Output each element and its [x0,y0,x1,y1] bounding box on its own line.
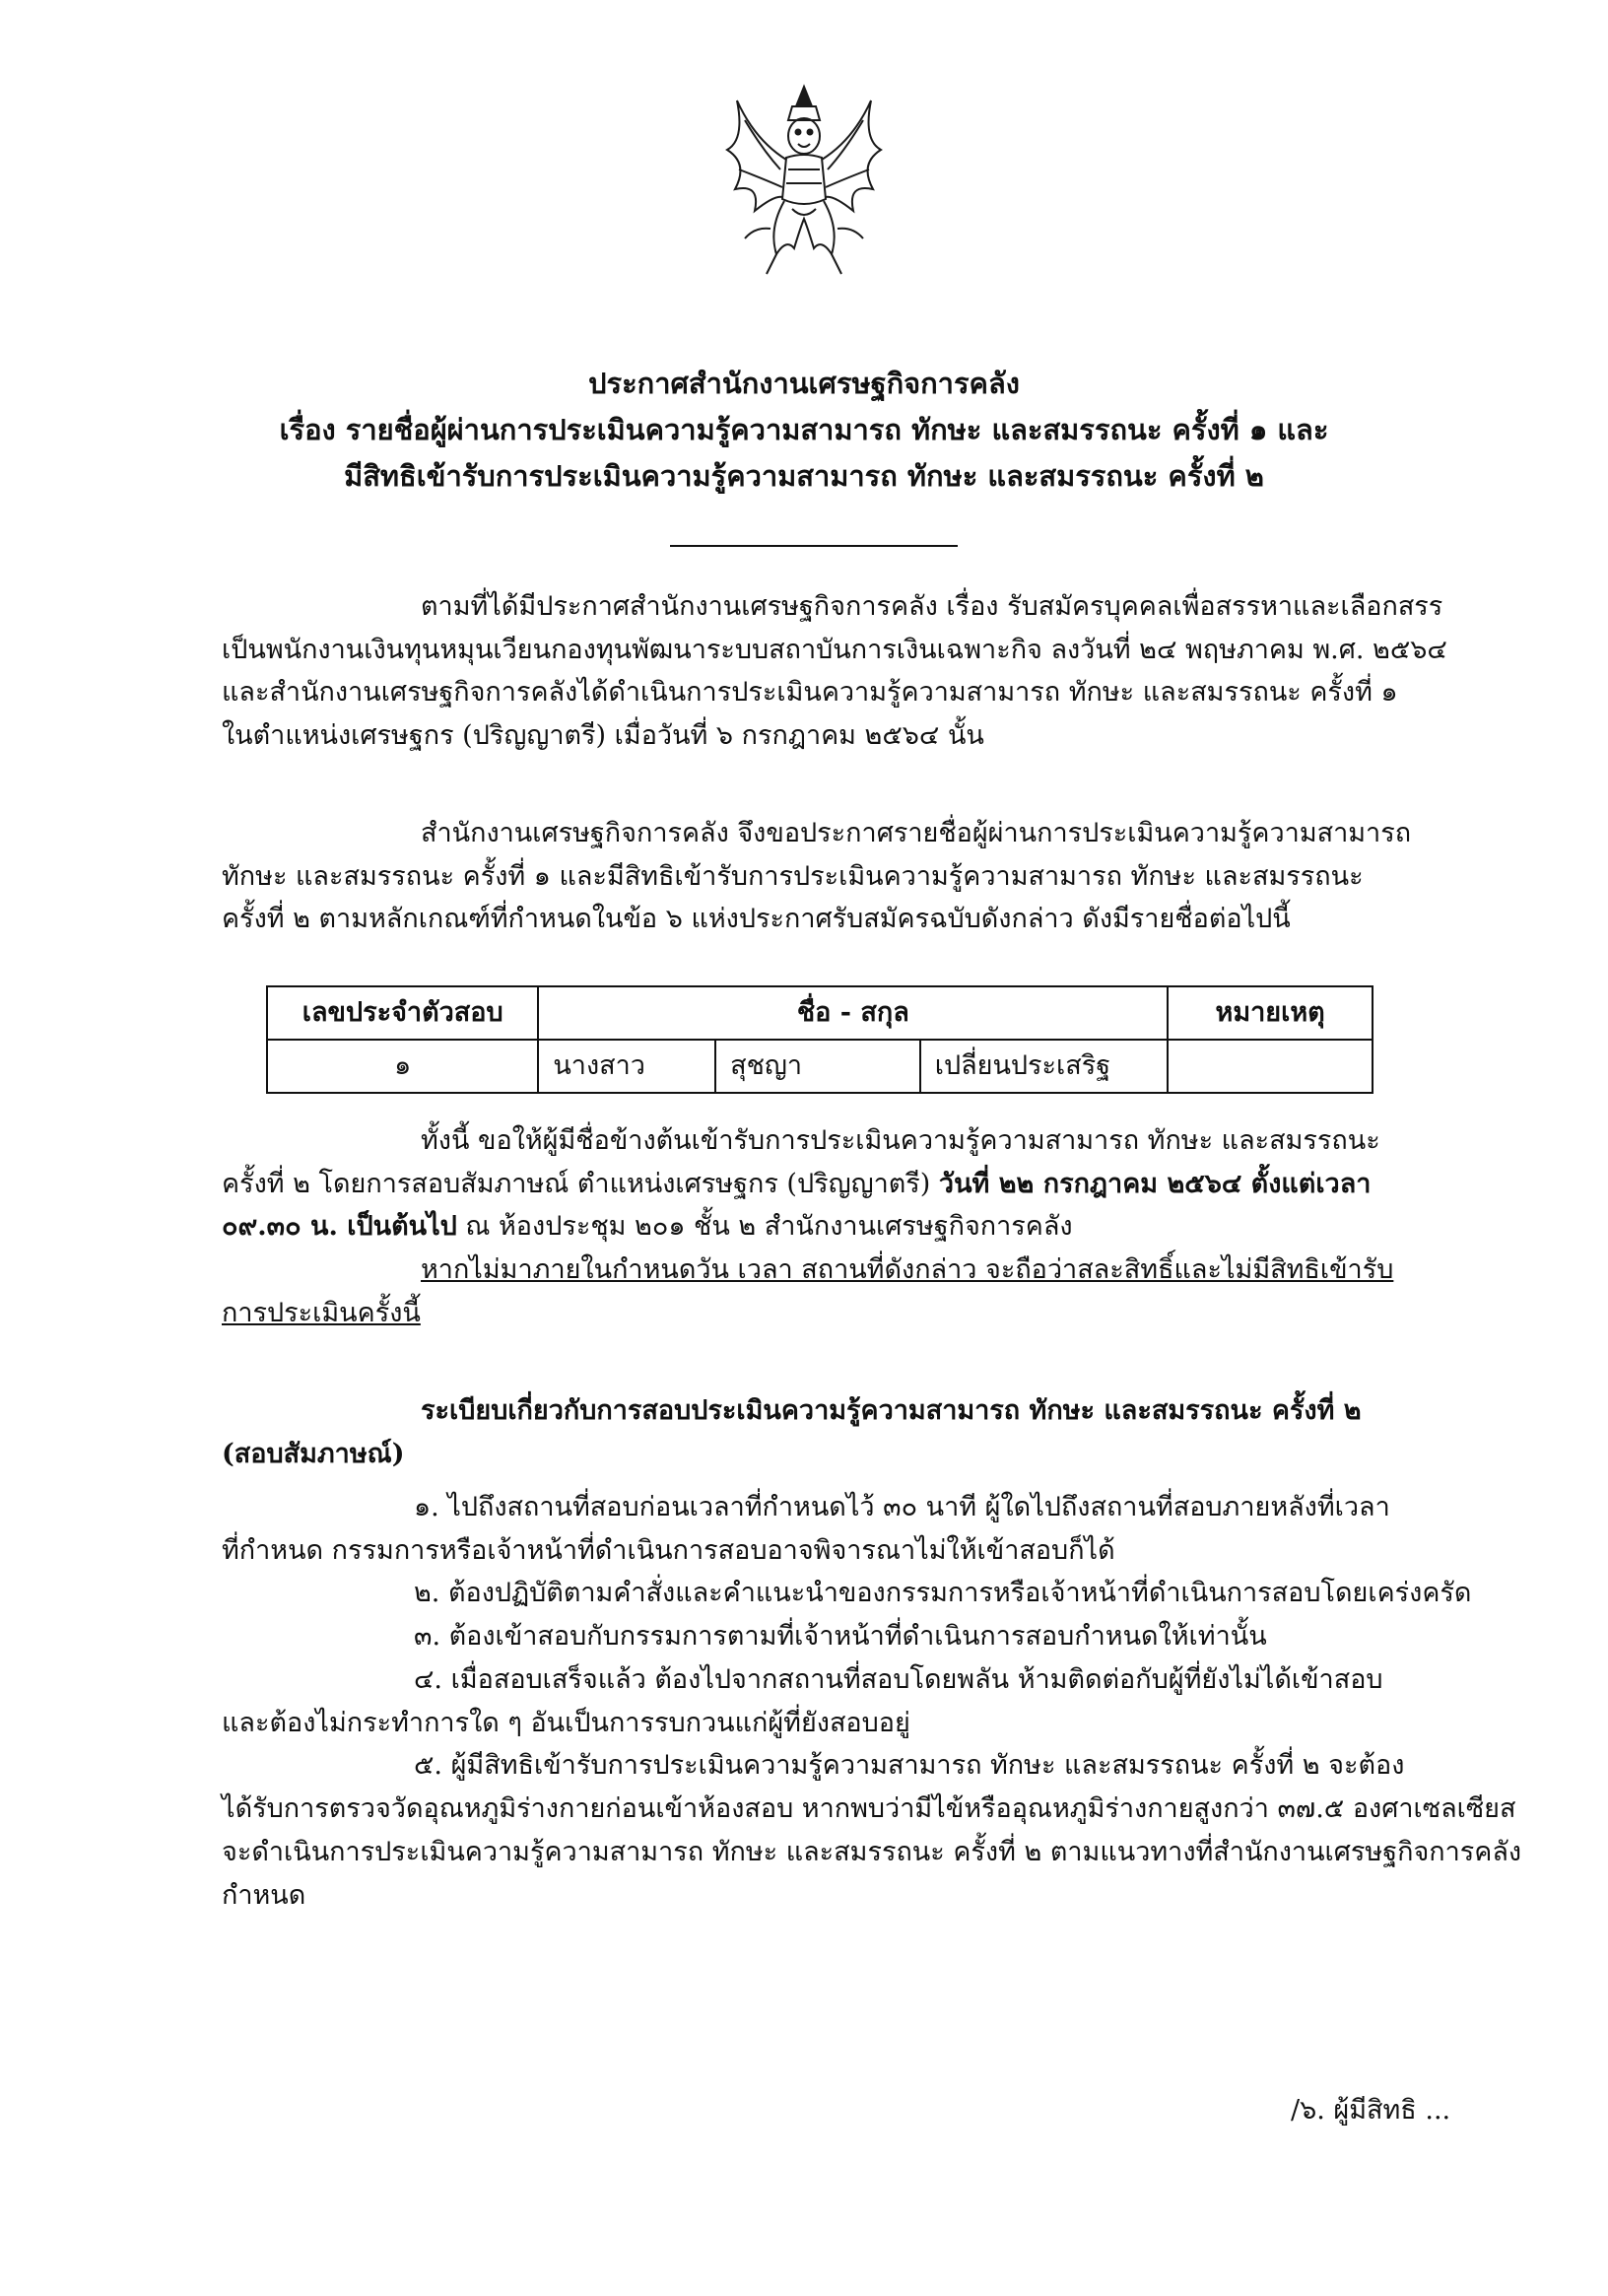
p1-line: และสำนักงานเศรษฐกิจการคลังได้ดำเนินการประเมินความรู้ความสามารถ ทักษะ และสมรรถนะ ครั้งที่ ๑ [222,677,1398,709]
paragraph-3 [222,1119,1465,1335]
rule-5-line-1: ๕. ผู้มีสิทธิเข้ารับการประเมินความรู้ความสามารถ ทักษะ และสมรรถนะ ครั้งที่ ๒ จะต้อง [414,1750,1405,1782]
p2-line: สำนักงานเศรษฐกิจการคลัง จึงขอประกาศรายชื่อผู้ผ่านการประเมินความรู้ความสามารถ [421,818,1412,848]
p3-line-3-text: ณ ห้องประชุม ๒๐๑ ชั้น ๒ สำนักงานเศรษฐกิจการคลัง [456,1211,1073,1243]
announcement-title [197,361,1411,500]
cell-first-name: สุชญา [715,1040,920,1093]
rule-1-line-1: ๑. ไปถึงสถานที่สอบก่อนเวลาที่กำหนดไว้ ๓๐ นาที ผู้ใดไปถึงสถานที่สอบภายหลังที่เวลา [414,1492,1390,1522]
rule-1-line-2: ที่กำหนด กรรมการหรือเจ้าหน้าที่ดำเนินการสอบอาจพิจารณาไม่ให้เข้าสอบก็ได้ [222,1534,1115,1566]
warning-line-1: หากไม่มาภายในกำหนดวัน เวลา สถานที่ดังกล่าว จะถือว่าสละสิทธิ์และไม่มีสิทธิเข้ารับ [421,1254,1394,1286]
cell-remark [1168,1040,1373,1093]
p2-line: ทักษะ และสมรรถนะ ครั้งที่ ๑ และมีสิทธิเข้ารับการประเมินความรู้ความสามารถ ทักษะ และสมรรถนะ [222,860,1364,892]
interview-time: ๐๙.๓๐ น. เป็นต้นไป [222,1211,457,1243]
rules-heading [222,1389,1465,1475]
rules-heading-line-1: ระเบียบเกี่ยวกับการสอบประเมินความรู้ความสามารถ ทักษะ และสมรรถนะ ครั้งที่ ๒ [421,1395,1362,1426]
header-exam-id: เลขประจำตัวสอบ [267,986,538,1040]
warning-line-2: การประเมินครั้งนี้ [222,1297,421,1328]
rule-5-line-3: จะดำเนินการประเมินความรู้ความสามารถ ทักษะ และสมรรถนะ ครั้งที่ ๒ ตามแนวทางที่สำนักงานเศรษฐกิจการคลัง [222,1836,1522,1867]
rule-4-line-2: และต้องไม่กระทำการใด ๆ อันเป็นการรบกวนแก่ผู้ที่ยังสอบอยู่ [222,1707,910,1738]
p3-line-2 [222,1163,1465,1206]
p1-line: เป็นพนักงานเงินทุนหมุนเวียนกองทุนพัฒนาระบบสถาบันการเงินเฉพาะกิจ ลงวันที่ ๒๔ พฤษภาคม พ.ศ. ๒๕๖๔ [222,634,1447,665]
header-remark: หมายเหตุ [1168,986,1373,1040]
interview-date: วันที่ ๒๒ กรกฎาคม ๒๕๖๔ ตั้งแต่เวลา [938,1168,1372,1199]
garuda-emblem-icon [715,81,893,283]
cell-prefix: นางสาว [538,1040,715,1093]
title-line-3: มีสิทธิเข้ารับการประเมินความรู้ความสามารถ ทักษะ และสมรรถนะ ครั้งที่ ๒ [344,458,1264,493]
p3-line-2-text: ครั้งที่ ๒ โดยการสอบสัมภาษณ์ ตำแหน่งเศรษฐกร (ปริญญาตรี) [222,1168,939,1199]
title-divider [670,545,958,547]
p3-line-3 [222,1205,1465,1249]
rule-2: ๒. ต้องปฏิบัติตามคำสั่งและคำแนะนำของกรรมการหรือเจ้าหน้าที่ดำเนินการสอบโดยเคร่งครัด [414,1578,1472,1609]
p2-line: ครั้งที่ ๒ ตามหลักเกณฑ์ที่กำหนดในข้อ ๖ แห่งประกาศรับสมัครฉบับดังกล่าว ดังมีรายชื่อต่อไปนี้ [222,904,1291,935]
rules-list [222,1486,1522,1917]
p1-line: ในตำแหน่งเศรษฐกร (ปริญญาตรี) เมื่อวันที่ ๖ กรกฎาคม ๒๕๖๔ นั้น [222,720,984,752]
title-line-2: เรื่อง รายชื่อผู้ผ่านการประเมินความรู้ความสามารถ ทักษะ และสมรรถนะ ครั้งที่ ๑ และ [279,412,1329,446]
cell-last-name: เปลี่ยนประเสริฐ [920,1040,1169,1093]
rule-5-line-2: ได้รับการตรวจวัดอุณหภูมิร่างกายก่อนเข้าห้องสอบ หากพบว่ามีไข้หรืออุณหภูมิร่างกายสูงกว่า ๓๗.๕ องศาเซลเซียส [222,1793,1516,1825]
continuation-note: /๖. ผู้มีสิทธิ ... [1291,2095,1451,2126]
header-fullname: ชื่อ - สกุล [538,986,1168,1040]
p3-line-1: ทั้งนี้ ขอให้ผู้มีชื่อข้างต้นเข้ารับการประเมินความรู้ความสามารถ ทักษะ และสมรรถนะ [421,1125,1380,1156]
paragraph-2 [222,812,1465,941]
cell-exam-id: ๑ [267,1040,538,1093]
rule-3: ๓. ต้องเข้าสอบกับกรรมการตามที่เจ้าหน้าที่ดำเนินการสอบกำหนดให้เท่านั้น [414,1621,1267,1653]
rule-4-line-1: ๔. เมื่อสอบเสร็จแล้ว ต้องไปจากสถานที่สอบโดยพลัน ห้ามติดต่อกับผู้ที่ยังไม่ได้เข้าสอบ [414,1663,1383,1695]
table-header-row [267,986,1373,1040]
title-line-1: ประกาศสำนักงานเศรษฐกิจการคลัง [588,367,1020,400]
applicant-table [266,985,1374,1094]
p1-line: ตามที่ได้มีประกาศสำนักงานเศรษฐกิจการคลัง เรื่อง รับสมัครบุคคลเพื่อสรรหาและเลือกสรร [421,591,1443,622]
table-row [267,1040,1373,1093]
rules-heading-line-2: (สอบสัมภาษณ์) [222,1438,405,1469]
rule-5-line-4: กำหนด [222,1879,306,1911]
paragraph-1 [222,585,1465,758]
